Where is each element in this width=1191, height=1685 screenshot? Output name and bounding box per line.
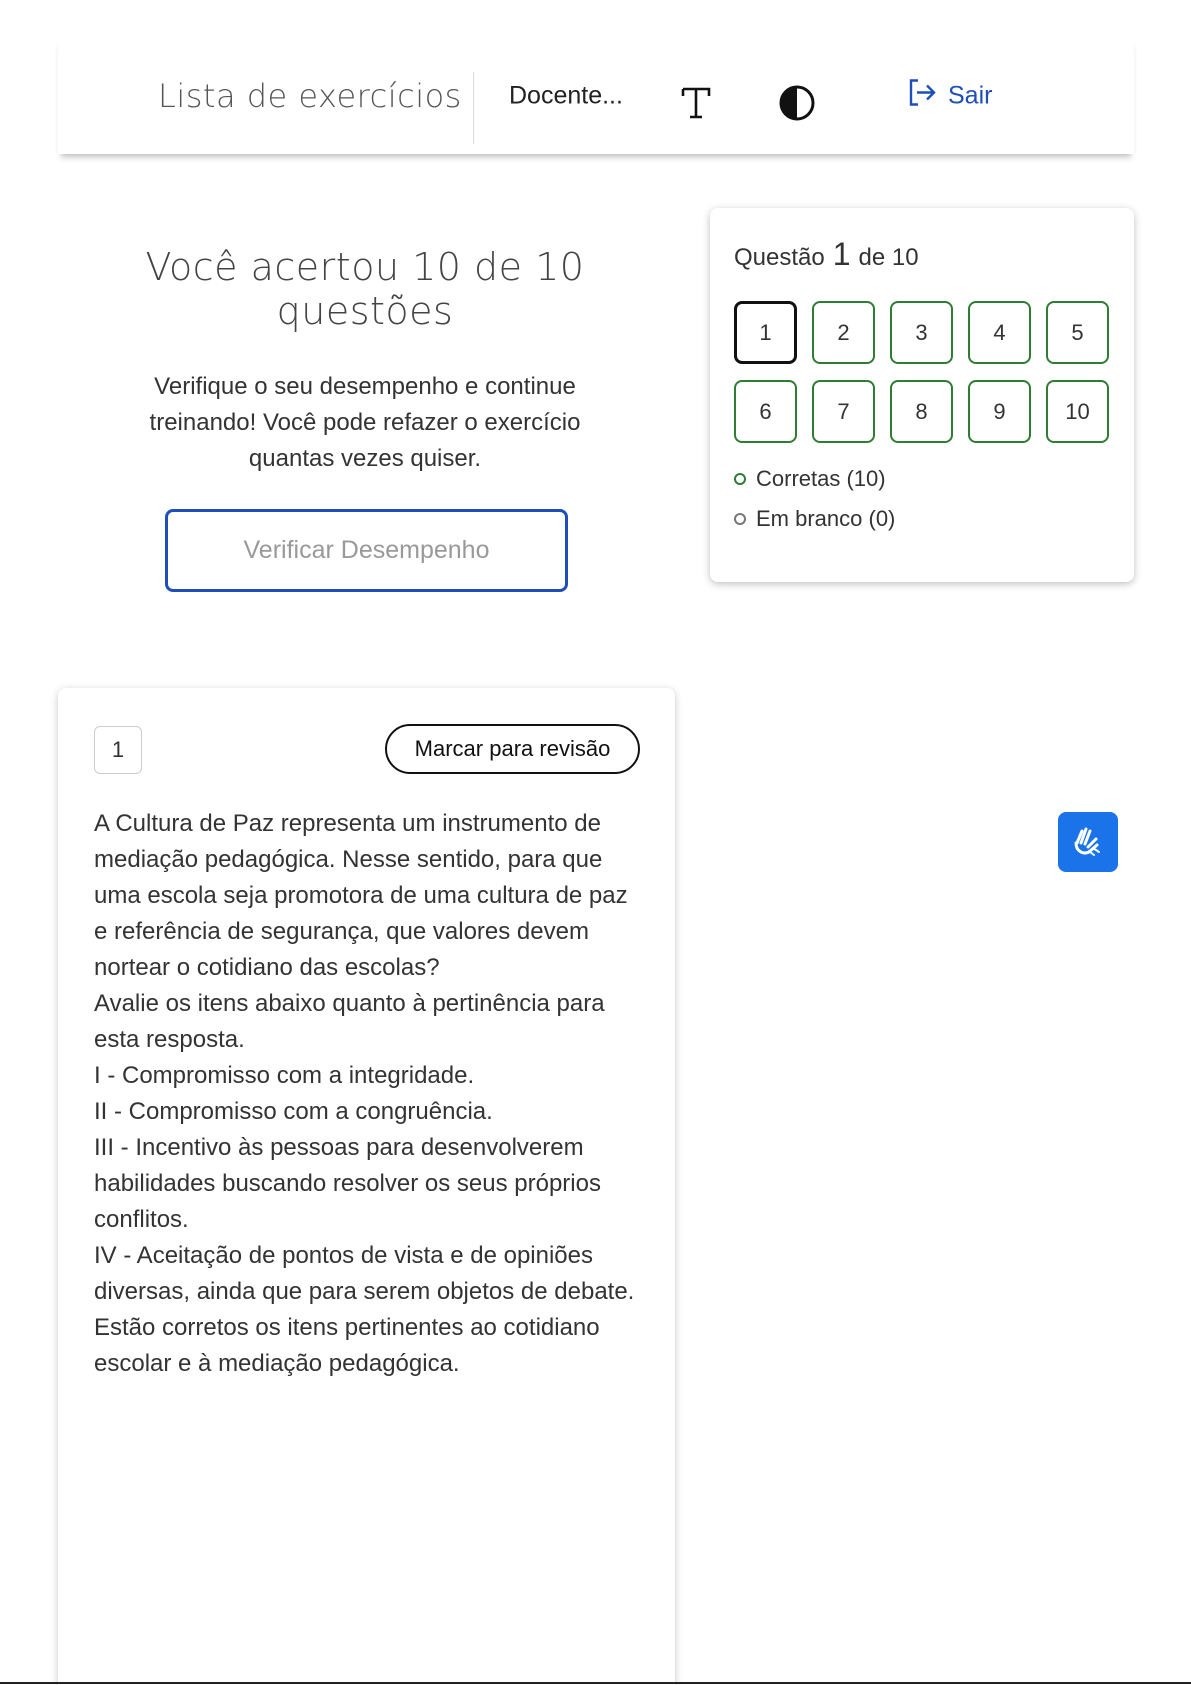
bottom-divider xyxy=(0,1682,1191,1684)
question-button-1[interactable]: 1 xyxy=(734,301,797,364)
font-size-icon[interactable] xyxy=(678,84,714,122)
question-paragraph: Avalie os itens abaixo quanto à pertinência para esta resposta. xyxy=(94,990,605,1053)
question-navigator xyxy=(710,208,1134,582)
user-name[interactable]: Docente... xyxy=(509,81,623,110)
question-number-badge: 1 xyxy=(94,726,142,774)
verify-performance-button[interactable]: Verificar Desempenho xyxy=(165,509,568,592)
question-card xyxy=(58,688,675,1685)
mark-for-review-button[interactable]: Marcar para revisão xyxy=(385,724,640,774)
question-paragraph: A Cultura de Paz representa um instrumento de mediação pedagógica. Nesse sentido, para que uma escola seja promotora de uma cultura de paz e referência de segurança, que valores devem nortear o cotidiano das escolas? xyxy=(94,810,628,981)
navigator-heading xyxy=(734,236,919,273)
question-item: II - Compromisso com a congruência. xyxy=(94,1098,493,1125)
question-button-7[interactable]: 7 xyxy=(812,380,875,443)
legend-correct-label: Corretas (10) xyxy=(756,466,886,491)
question-button-9[interactable]: 9 xyxy=(968,380,1031,443)
logout-button[interactable] xyxy=(906,77,992,116)
logout-icon xyxy=(906,77,938,116)
question-item: I - Compromisso com a integridade. xyxy=(94,1062,475,1089)
result-title: Você acertou 10 de 10 questões xyxy=(145,245,585,333)
navigator-label-suffix: de 10 xyxy=(858,244,919,271)
question-paragraph: Estão corretos os itens pertinentes ao cotidiano escolar e à mediação pedagógica. xyxy=(94,1314,600,1377)
question-button-4[interactable]: 4 xyxy=(968,301,1031,364)
question-button-10[interactable]: 10 xyxy=(1046,380,1109,443)
correct-dot-icon xyxy=(734,473,746,485)
logout-label: Sair xyxy=(948,81,993,110)
result-message: Verifique o seu desempenho e continue treinando! Você pode refazer o exercício quantas vezes quiser. xyxy=(149,373,581,472)
navigator-label-prefix: Questão xyxy=(734,244,825,271)
navigator-legend xyxy=(734,466,895,546)
top-header xyxy=(58,38,1134,154)
question-item: IV - Aceitação de pontos de vista e de opiniões diversas, ainda que para serem objetos de debate. xyxy=(94,1242,635,1305)
question-button-5[interactable]: 5 xyxy=(1046,301,1109,364)
legend-correct xyxy=(734,466,895,492)
question-statement xyxy=(94,806,644,1382)
result-panel xyxy=(110,245,620,477)
legend-blank xyxy=(734,506,895,532)
question-button-8[interactable]: 8 xyxy=(890,380,953,443)
legend-blank-label: Em branco (0) xyxy=(756,506,896,531)
question-button-2[interactable]: 2 xyxy=(812,301,875,364)
question-button-6[interactable]: 6 xyxy=(734,380,797,443)
question-button-3[interactable]: 3 xyxy=(890,301,953,364)
contrast-icon[interactable] xyxy=(778,84,816,122)
hands-sign-language-icon xyxy=(1069,821,1107,864)
sign-language-button[interactable] xyxy=(1058,812,1118,872)
question-item: III - Incentivo às pessoas para desenvolverem habilidades buscando resolver os seus próprios conflitos. xyxy=(94,1134,601,1233)
navigator-current: 1 xyxy=(832,236,851,272)
blank-dot-icon xyxy=(734,513,746,525)
question-grid xyxy=(734,301,1109,443)
page-title: Lista de exercícios xyxy=(158,77,462,115)
header-divider xyxy=(473,72,474,144)
